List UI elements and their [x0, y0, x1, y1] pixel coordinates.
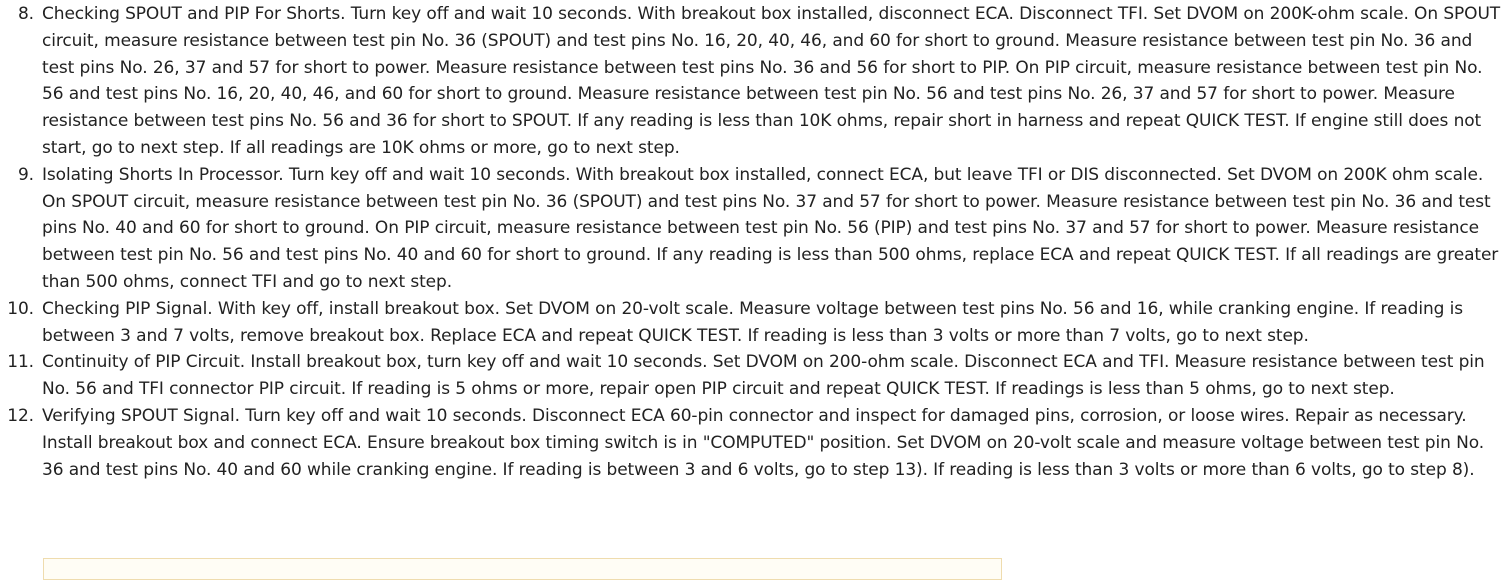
- step-number: 11.: [7, 352, 34, 373]
- list-item-step-12: [0, 403, 1508, 483]
- step-text: Verifying SPOUT Signal. Turn key off and wait 10 seconds. Disconnect ECA 60-pin connector and inspect for damaged pins, corrosion, or loose wires. Repair as necessary. Install breakout box and connect ECA. Ensure breakout box timing switch is in "COMPUTED" position. Set DVOM on 20-volt scale and measure voltage between test pin No. 36 and test pins No. 40 and 60 while cranking engine. If reading is between 3 and 6 volts, go to step 13). If reading is less than 3 volts or more than 6 volts, go to step 8).: [42, 405, 1485, 480]
- step-text: Checking SPOUT and PIP For Shorts. Turn key off and wait 10 seconds. With breakout box installed, disconnect ECA. Disconnect TFI. Set DVOM on 200K-ohm scale. On SPOUT circuit, measure resistance between test pin No. 36 (SPOUT) and test pins No. 16, 20, 40, 46, and 60 for short to ground. Measure resistance between test pin No. 36 and test pins No. 26, 37 and 57 for short to power. Measure resistance between test pins No. 36 and 56 for short to PIP. On PIP circuit, measure resistance between test pin No. 56 and test pins No. 16, 20, 40, 46, and 60 for short to ground. Measure resistance between test pin No. 56 and test pins No. 26, 37 and 57 for short to power. Measure resistance between test pins No. 56 and 36 for short to SPOUT. If any reading is less than 10K ohms, repair short in harness and repeat QUICK TEST. If engine still does not start, go to next step. If all readings are 10K ohms or more, go to next step.: [42, 4, 1501, 158]
- list-item-step-11: [0, 349, 1508, 403]
- step-number: 8.: [17, 4, 34, 24]
- list-item-step-8: [0, 1, 1508, 162]
- step-number: 10.: [7, 298, 34, 319]
- step-number: 12.: [7, 405, 34, 426]
- step-number: 9.: [17, 164, 34, 185]
- list-item-step-10: [0, 296, 1508, 350]
- step-text: Checking PIP Signal. With key off, install breakout box. Set DVOM on 20-volt scale. Measure voltage between test pins No. 56 and 16, while cranking engine. If reading is between 3 and 7 volts, remove breakout box. Replace ECA and repeat QUICK TEST. If reading is less than 3 volts or more than 7 volts, go to next step.: [42, 298, 1463, 346]
- step-text: Isolating Shorts In Processor. Turn key off and wait 10 seconds. With breakout box installed, connect ECA, but leave TFI or DIS disconnected. Set DVOM on 200K ohm scale. On SPOUT circuit, measure resistance between test pin No. 36 (SPOUT) and test pins No. 37 and 57 for short to power. Measure resistance between test pin No. 36 and test pins No. 40 and 60 for short to ground. On PIP circuit, measure resistance between test pin No. 56 (PIP) and test pins No. 37 and 57 for short to power. Measure resistance between test pin No. 56 and test pins No. 40 and 60 for short to ground. If any reading is less than 500 ohms, replace ECA and repeat QUICK TEST. If all readings are greater than 500 ohms, connect TFI and go to next step.: [42, 164, 1499, 292]
- procedure-step-list: [0, 1, 1508, 483]
- step-text: Continuity of PIP Circuit. Install breakout box, turn key off and wait 10 seconds. Set DVOM on 200-ohm scale. Disconnect ECA and TFI. Measure resistance between test pin No. 56 and TFI connector PIP circuit. If reading is 5 ohms or more, repair open PIP circuit and repeat QUICK TEST. If readings is less than 5 ohms, go to next step.: [42, 352, 1485, 400]
- list-item-step-9: [0, 162, 1508, 296]
- note-box: [43, 558, 1002, 580]
